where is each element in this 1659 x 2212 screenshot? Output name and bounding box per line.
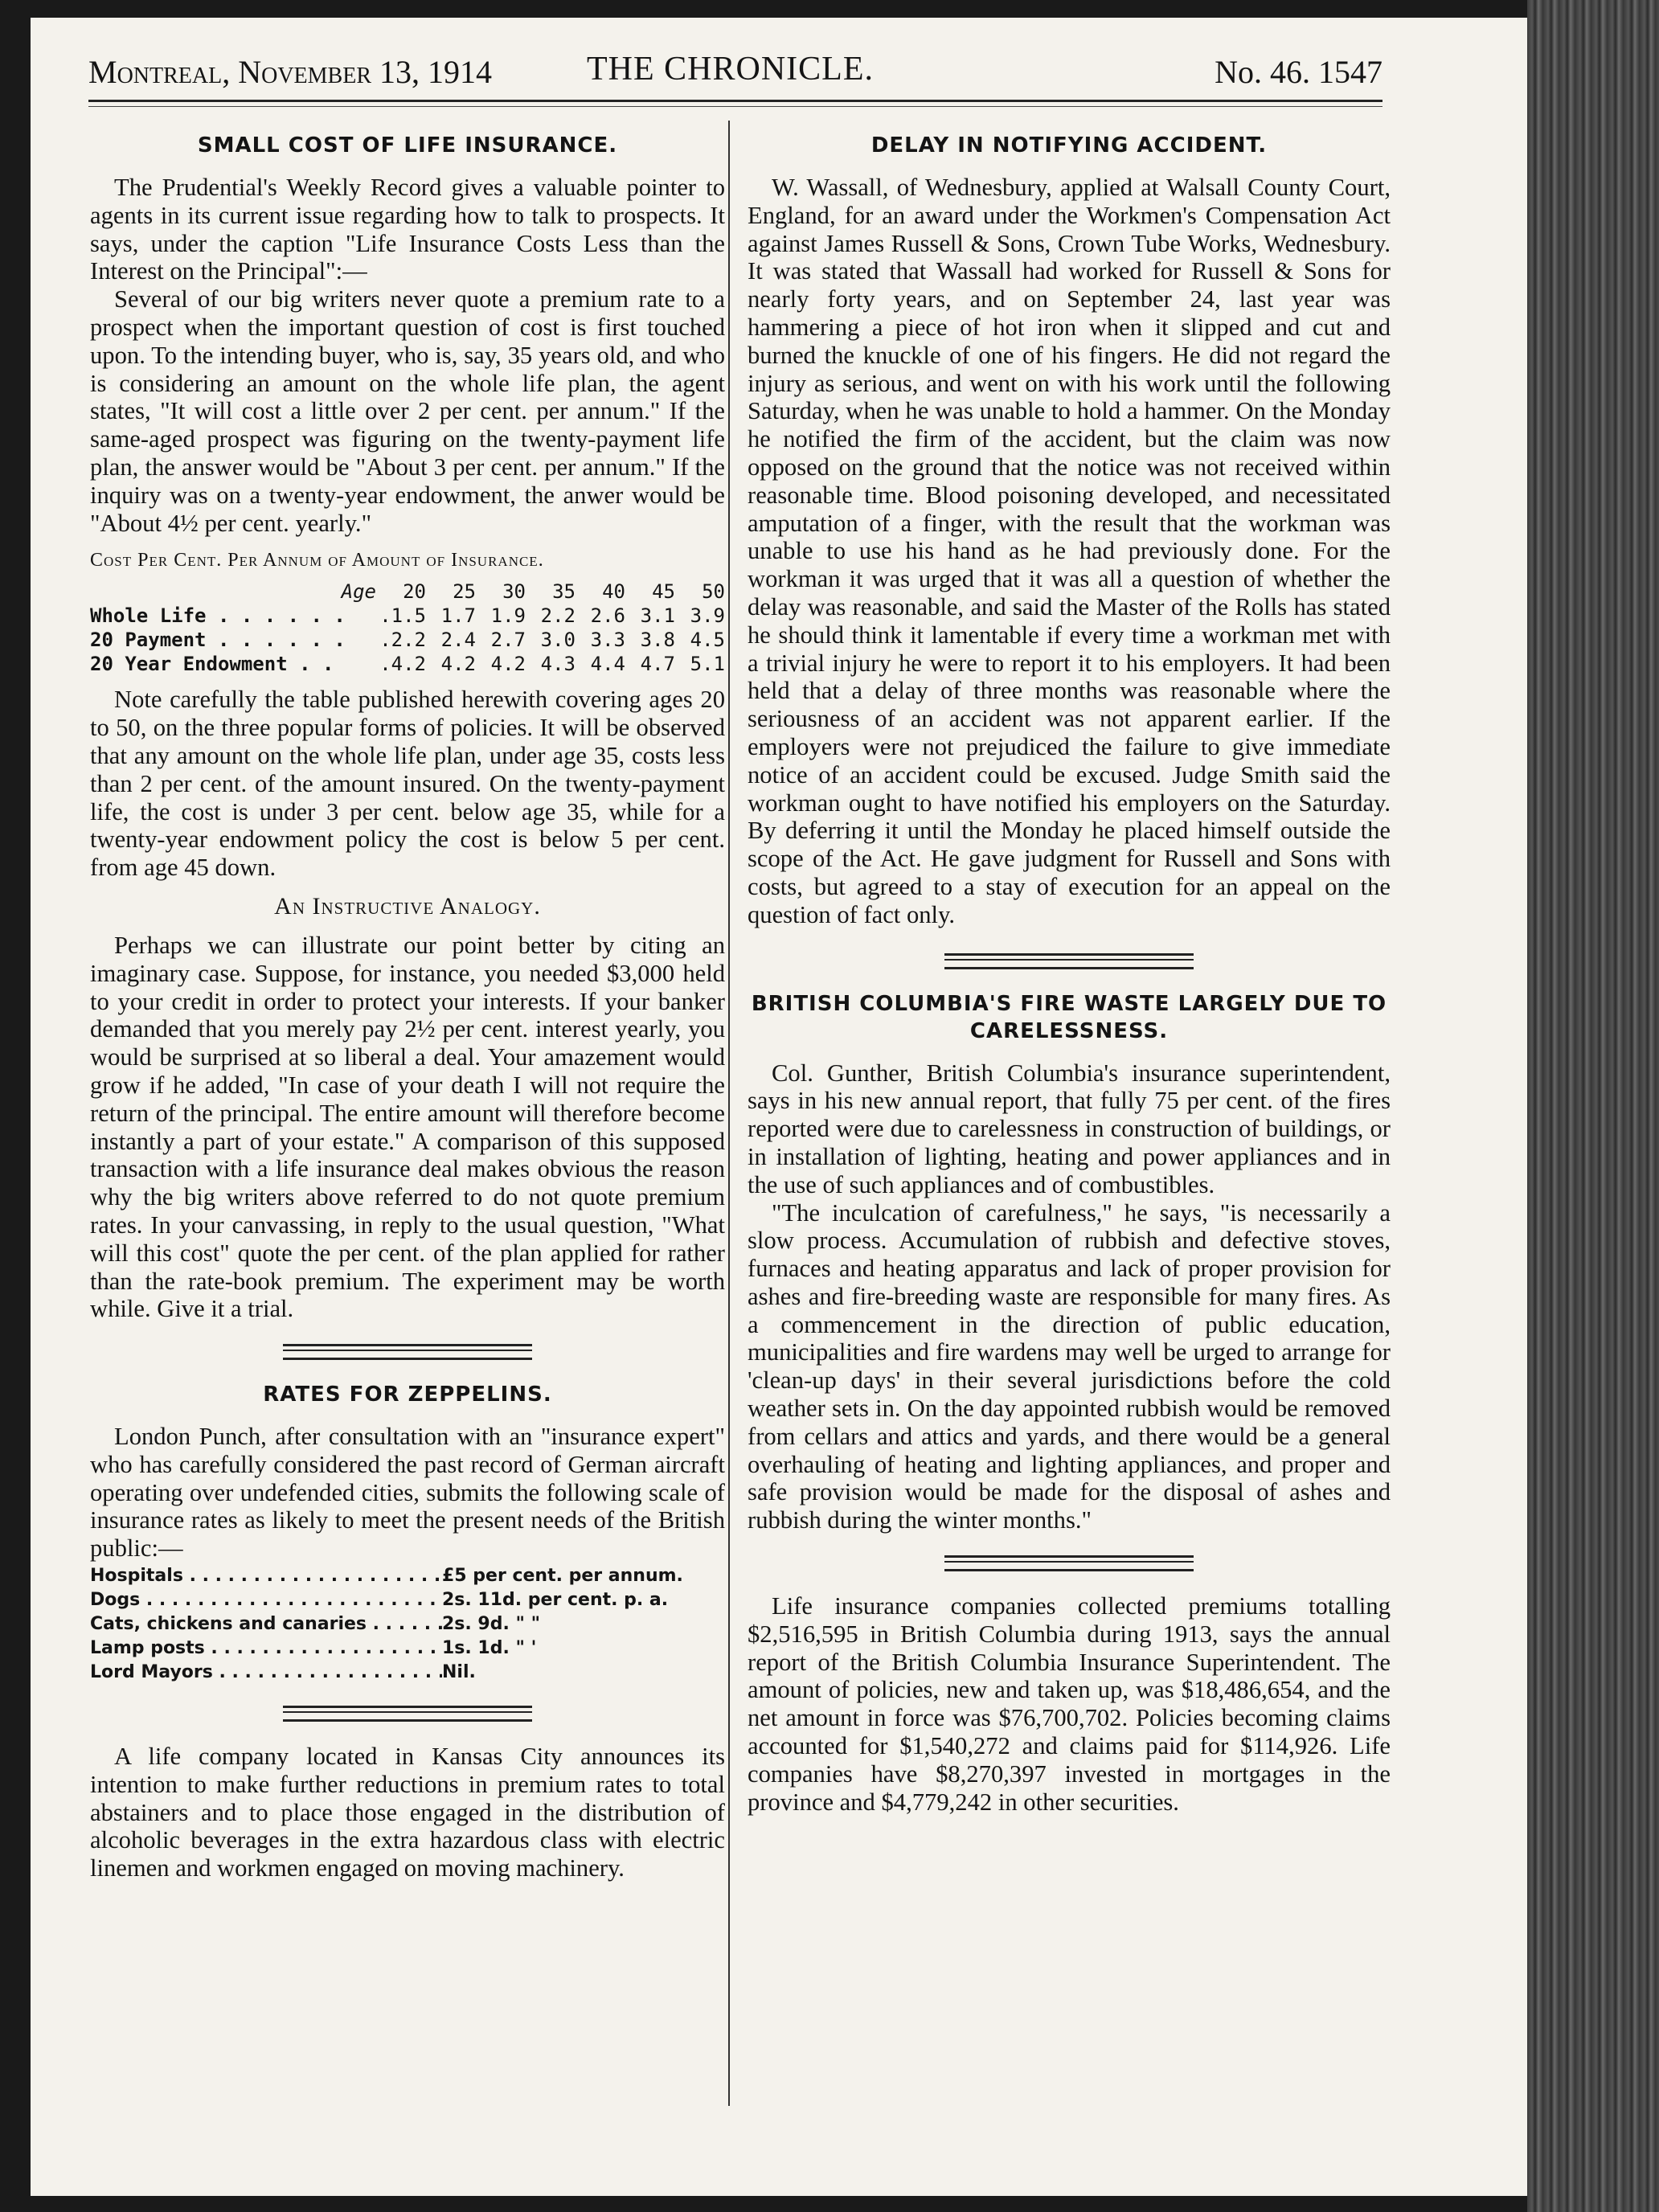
right-column [748, 129, 1391, 1816]
scale-item: Dogs . . . [90, 1588, 442, 1612]
age-cell: 50 [702, 580, 725, 604]
age-cell: 20 [403, 580, 426, 604]
page-header [88, 50, 1382, 98]
table-cell: 3.3 [590, 629, 625, 652]
row-label: Whole Life . . . . . . [90, 604, 346, 628]
article-title: SMALL COST OF LIFE INSURANCE. [197, 133, 618, 158]
table-cell: 5.1 [690, 653, 725, 676]
article-bc-fire-waste [748, 990, 1391, 1535]
scale-rate: 2s. 11d. per cent. p. a. [442, 1590, 669, 1611]
insurance-rate-scale [90, 1564, 725, 1685]
masthead-title: THE CHRONICLE. [587, 51, 874, 88]
article-paragraph: Perhaps we can illustrate our point better by citing an imaginary case. Suppose, for instance, you needed $3,000 held to your credit in order to protect your interests. If your banker demanded that you merely pay 2½ per cent. interest yearly, you would be surprised at so liberal a deal. Your amazement would grow if he added, "In case of your death I will not require the return of the principal. The entire amount will therefore become instantly a part of your estate." A comparison of this supposed transaction with a life insurance deal makes obvious the reason why the big writers above referred to do not quote premium rates. In your canvassing, in reply to the usual question, "What will this cost" quote the per cent. of the plan applied for rather than the rate-book premium. The experiment may be worth while. Give it a trial. [90, 931, 725, 1323]
scale-item: Cats, chickens and canaries . . . [90, 1612, 442, 1636]
table-cell: 3.1 [640, 604, 675, 628]
table-cell: 2.6 [590, 604, 625, 628]
table-row [90, 652, 725, 676]
table-cell: .4.2 [379, 653, 426, 676]
left-column [90, 129, 725, 1882]
article-paragraph: Note carefully the table published herewith covering ages 20 to 50, on the three popular forms of policies. It will be observed that any amount on the whole life plan, under age 35, costs less than 2 per cent. of the amount insured. On the twenty-payment life, the cost is under 3 per cent. below age 35, while for a twenty-year endowment policy the cost is below 5 per cent. from age 45 down. [90, 686, 725, 882]
article-delay-notifying-accident [748, 132, 1391, 929]
table-caption: Cost Per Cent. Per Annum of Amount of Insurance. [90, 550, 544, 571]
article-rates-for-zeppelins [90, 1381, 725, 1685]
scale-row [90, 1564, 725, 1588]
table-cell: 4.2 [490, 653, 526, 676]
header-dateline: Montreal, November 13, 1914 [88, 54, 492, 90]
table-cell: .2.2 [379, 629, 426, 652]
table-cell: 1.7 [440, 604, 476, 628]
article-title: DELAY IN NOTIFYING ACCIDENT. [870, 133, 1268, 158]
table-row [90, 628, 725, 652]
header-rule [88, 100, 1382, 102]
scale-row [90, 1636, 725, 1661]
age-label: Age [341, 580, 376, 604]
table-cell: 2.4 [440, 629, 476, 652]
article-subheading: An Instructive Analogy. [274, 892, 541, 920]
book-spine [1527, 0, 1659, 2212]
table-cell: 2.2 [540, 604, 576, 628]
table-cell: 4.5 [690, 629, 725, 652]
scale-item: Lord Mayors . . . [90, 1661, 442, 1685]
age-cell: 30 [502, 580, 526, 604]
article-bc-life-premiums [748, 1592, 1391, 1816]
scale-item: Lamp posts . . . [90, 1636, 442, 1661]
article-paragraph: Life insurance companies collected premiums totalling $2,516,595 in British Columbia during 1913, says the annual report of the British Columbia Insurance Superintendent. The amount of policies, new and taken up, was $18,486,654, and the net amount in force was $76,700,702. Policies becoming claims accounted for $1,540,272 and claims paid for $114,926. Life companies have $8,270,397 invested in mortgages in the province and $4,779,242 in other securities. [748, 1592, 1391, 1816]
section-divider [283, 1344, 532, 1360]
scale-row [90, 1661, 725, 1685]
age-cell: 45 [652, 580, 675, 604]
issue-page-number: No. 46. 1547 [1215, 54, 1382, 90]
scale-rate: £5 per cent. per annum. [442, 1566, 683, 1587]
age-cell: 40 [602, 580, 625, 604]
table-cell: 1.9 [490, 604, 526, 628]
scale-rate: 2s. 9d. " " [442, 1614, 541, 1635]
table-cell: 3.9 [690, 604, 725, 628]
article-paragraph: "The inculcation of carefulness," he says, "is necessarily a slow process. Accumulation of rubbish and defective stoves, furnaces and heating apparatus and lack of proper provision for ashes and fire-breeding waste are responsible for many fires. As a commencement in the direction of public education, municipalities and fire wardens may well be urged to arrange for 'clean-up days' in their several jurisdictions before the cold weather sets in. On the day appointed rubbish would be removed from cellars and attics and yards, and there would be a general overhauling of heating and lighting appliances, and proper and safe provision would be made for the disposal of ashes and rubbish during the winter months." [748, 1198, 1391, 1534]
article-kansas-city-company [90, 1743, 725, 1882]
article-paragraph: Col. Gunther, British Columbia's insurance superintendent, says in his new annual report, that fully 75 per cent. of the fires reported were due to carelessness in construction of buildings, or in installation of lighting, heating and power appliances and in the use of such appliances and of combustibles. [748, 1059, 1391, 1198]
section-divider [944, 953, 1194, 969]
row-label: 20 Year Endowment . . [90, 653, 334, 676]
section-divider [944, 1555, 1194, 1571]
scale-row [90, 1612, 725, 1636]
scale-rate: Nil. [442, 1662, 476, 1683]
row-label: 20 Payment . . . . . . [90, 629, 346, 652]
table-cell: 2.7 [490, 629, 526, 652]
table-cell: .1.5 [379, 604, 426, 628]
article-small-cost-life-insurance [90, 132, 725, 1323]
table-cell: 4.3 [540, 653, 576, 676]
article-paragraph: A life company located in Kansas City announces its intention to make further reductions in premium rates to total abstainers and to place those engaged in the distribution of alcoholic beverages in the extra hazardous class with electric linemen and workmen engaged on moving machinery. [90, 1743, 725, 1882]
table-cell: 4.4 [590, 653, 625, 676]
article-paragraph: London Punch, after consultation with an "insurance expert" who has carefully considered the past record of German aircraft operating over undefended cities, submits the following scale of insurance rates as likely to meet the present needs of the British public:— [90, 1423, 725, 1563]
scale-row [90, 1588, 725, 1612]
article-paragraph: Several of our big writers never quote a premium rate to a prospect when the important question of cost is first touched upon. To the intending buyer, who is, say, 35 years old, and who is considering an amount on the whole life plan, the agent states, "It will cost a little over 2 per cent. per annum." If the same-aged prospect was figuring on the twenty-payment life plan, the answer would be "About 3 per cent. per annum." If the inquiry was on a twenty-year endowment, the anwer would be "About 4½ per cent. yearly." [90, 285, 725, 537]
article-paragraph: W. Wassall, of Wednesbury, applied at Walsall County Court, England, for an award under the Workmen's Compensation Act against James Russell & Sons, Crown Tube Works, Wednesbury. It was stated that Wassall had worked for Russell & Sons for nearly forty years, and on September 24, last year was hammering a piece of hot iron when it slipped and cut and burned the knuckle of one of his fingers. He did not regard the injury as serious, and went on with his work until the following Saturday, when he was unable to hold a hammer. On the Monday he notified the firm of the accident, but the claim was now opposed on the ground that the notice was not received within reasonable time. Blood poisoning developed, and necessitated amputation of a finger, with the result that the workman was unable to use his hand as he had previously done. For the workman it was urged that it was all a question of whether the delay was reasonable, and said the Master of the Rolls has stated he should think it lamentable if every time a workman met with a trivial injury he were to report it to his employers. It had been held that a delay of three months was reasonable where the seriousness of an accident was not apparent earlier. If the employers were not prejudiced the failure to give immediate notice of an accident could be excused. Judge Smith said the workman ought to have notified his employers on the Saturday. By deferring it until the Monday he placed himself outside the scope of the Act. He gave judgment for Russell and Sons with costs, but agreed to a stay of execution for an appeal on the question of fact only. [748, 174, 1391, 928]
scale-item: Hospitals . . . [90, 1564, 442, 1588]
table-cell: 4.7 [640, 653, 675, 676]
table-cell: 3.0 [540, 629, 576, 652]
table-row [90, 604, 725, 628]
age-cell: 35 [552, 580, 576, 604]
table-cell: 3.8 [640, 629, 675, 652]
column-divider [728, 121, 730, 2106]
article-title: RATES FOR ZEPPELINS. [263, 1382, 552, 1407]
table-header-row [90, 580, 725, 604]
article-paragraph: The Prudential's Weekly Record gives a valuable pointer to agents in its current issue regarding how to talk to prospects. It says, under the caption "Life Insurance Costs Less than the Interest on the Principal":— [90, 174, 725, 285]
table-cell: 4.2 [440, 653, 476, 676]
age-cell: 25 [453, 580, 476, 604]
article-title: BRITISH COLUMBIA'S FIRE WASTE LARGELY DUE TO CARELESSNESS. [751, 991, 1387, 1043]
header-rule-thin [88, 106, 1382, 107]
scale-rate: 1s. 1d. " ' [442, 1638, 537, 1659]
insurance-cost-table [90, 580, 725, 676]
section-divider [283, 1706, 532, 1722]
